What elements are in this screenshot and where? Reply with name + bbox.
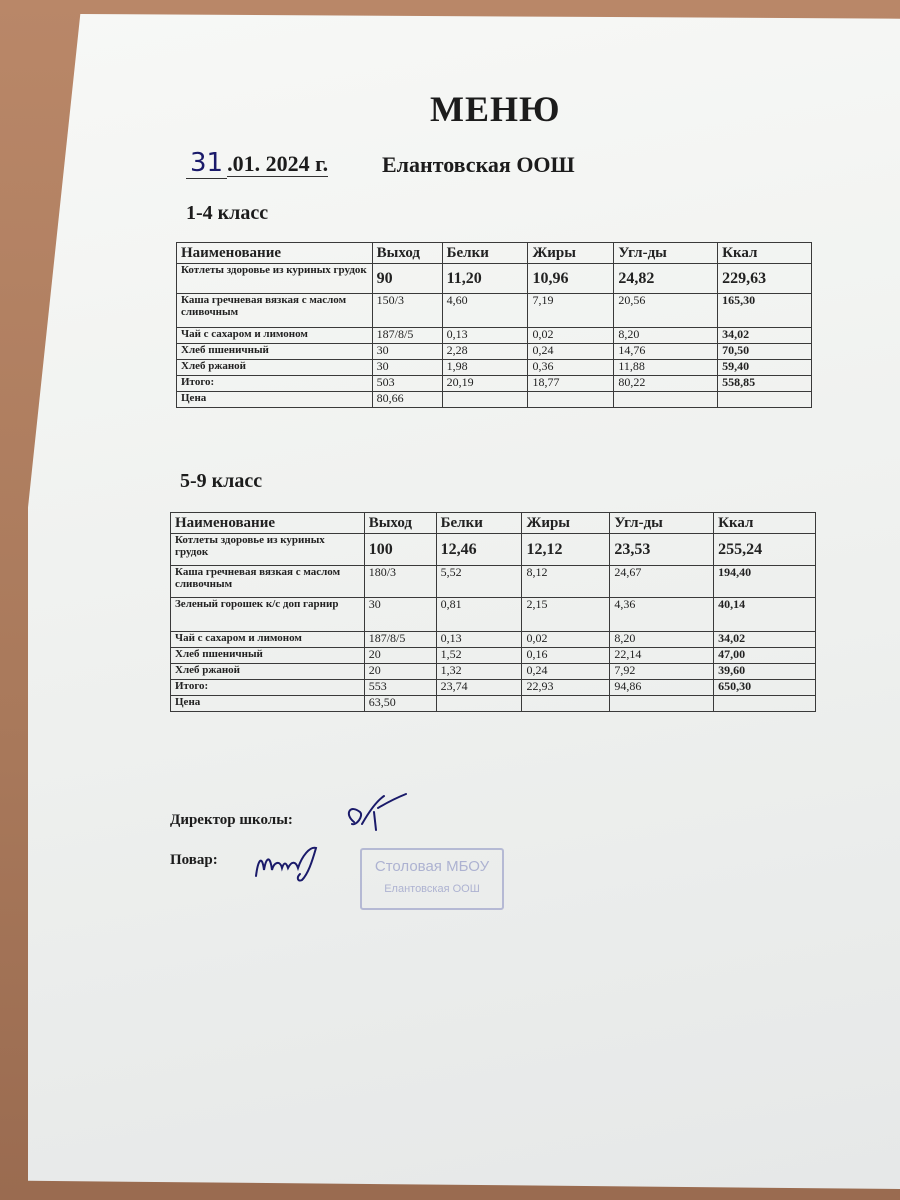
director-signature [340,790,410,840]
class-label-1-4: 1-4 класс [186,202,269,224]
dish-protein: 2,28 [442,344,528,360]
dish-name: Чай с сахаром и лимоном [177,328,373,344]
table-row-total [177,376,812,392]
total-yield: 503 [372,376,442,392]
dish-yield: 30 [364,598,436,632]
dish-protein: 0,13 [436,632,522,648]
stamp-line1: Столовая МБОУ [374,858,490,875]
dish-name: Каша гречневая вязкая с маслом сливочным [177,294,373,328]
total-yield: 553 [364,680,436,696]
dish-name: Котлеты здоровье из куриных грудок [177,264,373,294]
dish-kcal: 40,14 [714,598,816,632]
table-row [171,534,816,566]
dish-protein: 5,52 [436,566,522,598]
price-value: 63,50 [364,696,436,712]
dish-name: Хлеб пшеничный [171,648,365,664]
dish-fat: 0,02 [528,328,614,344]
table-row [177,344,812,360]
col-header-protein: Белки [436,513,522,534]
col-header-protein: Белки [442,243,528,264]
school-name: Елантовская ООШ [382,152,575,177]
document-title: МЕНЮ [430,89,561,129]
dish-fat: 7,19 [528,294,614,328]
col-header-yield: Выход [364,513,436,534]
dish-yield: 187/8/5 [372,328,442,344]
col-header-fat: Жиры [528,243,614,264]
total-carbs: 80,22 [614,376,718,392]
empty-cell [714,696,816,712]
dish-carbs: 8,20 [610,632,714,648]
dish-kcal: 34,02 [714,632,816,648]
date-rest: .01. 2024 г. [227,151,329,176]
dish-fat: 0,02 [522,632,610,648]
total-protein: 20,19 [442,376,528,392]
dish-yield: 100 [364,534,436,566]
dish-fat: 2,15 [522,598,610,632]
total-kcal: 558,85 [718,376,812,392]
dish-carbs: 23,53 [610,534,714,566]
dish-yield: 20 [364,648,436,664]
table-row-total [171,680,816,696]
date-day-handwritten: 31 [186,148,227,179]
empty-cell [614,392,718,408]
table-row-price [177,392,812,408]
table-row [171,598,816,632]
col-header-kcal: Ккал [714,513,816,534]
total-carbs: 94,86 [610,680,714,696]
dish-yield: 90 [372,264,442,294]
total-kcal: 650,30 [714,680,816,696]
col-header-carbs: Угл-ды [614,243,718,264]
dish-carbs: 7,92 [610,664,714,680]
dish-fat: 0,24 [522,664,610,680]
dish-fat: 10,96 [528,264,614,294]
table-row [171,632,816,648]
dish-yield: 20 [364,664,436,680]
dish-kcal: 70,50 [718,344,812,360]
dish-protein: 0,13 [442,328,528,344]
dish-kcal: 194,40 [714,566,816,598]
dish-name: Зеленый горошек к/с доп гарнир [171,598,365,632]
dish-kcal: 229,63 [718,264,812,294]
dish-kcal: 47,00 [714,648,816,664]
col-header-name: Наименование [171,513,365,534]
dish-carbs: 22,14 [610,648,714,664]
total-protein: 23,74 [436,680,522,696]
dish-kcal: 34,02 [718,328,812,344]
col-header-kcal: Ккал [718,243,812,264]
dish-kcal: 255,24 [714,534,816,566]
dish-yield: 187/8/5 [364,632,436,648]
dish-carbs: 24,67 [610,566,714,598]
dish-kcal: 39,60 [714,664,816,680]
empty-cell [442,392,528,408]
menu-table-1-4 [176,242,812,408]
dish-protein: 4,60 [442,294,528,328]
total-fat: 18,77 [528,376,614,392]
table-row [171,664,816,680]
col-header-yield: Выход [372,243,442,264]
empty-cell [610,696,714,712]
price-label: Цена [177,392,373,408]
dish-carbs: 20,56 [614,294,718,328]
dish-yield: 30 [372,344,442,360]
dish-name: Хлеб ржаной [177,360,373,376]
school-stamp [360,848,504,910]
empty-cell [436,696,522,712]
dish-fat: 0,16 [522,648,610,664]
dish-carbs: 4,36 [610,598,714,632]
dish-kcal: 59,40 [718,360,812,376]
empty-cell [528,392,614,408]
stamp-line2: Елантовская ООШ [384,883,480,895]
total-fat: 22,93 [522,680,610,696]
total-label: Итого: [177,376,373,392]
dish-fat: 8,12 [522,566,610,598]
col-header-name: Наименование [177,243,373,264]
dish-protein: 1,32 [436,664,522,680]
price-value: 80,66 [372,392,442,408]
col-header-carbs: Угл-ды [610,513,714,534]
empty-cell [522,696,610,712]
date-line [186,148,328,178]
dish-name: Котлеты здоровье из куриных грудок [171,534,365,566]
director-label: Директор школы: [170,812,293,828]
col-header-fat: Жиры [522,513,610,534]
dish-fat: 12,12 [522,534,610,566]
dish-fat: 0,24 [528,344,614,360]
table-row [177,294,812,328]
dish-name: Чай с сахаром и лимоном [171,632,365,648]
dish-name: Хлеб ржаной [171,664,365,680]
table-row [177,264,812,294]
dish-protein: 12,46 [436,534,522,566]
total-label: Итого: [171,680,365,696]
dish-fat: 0,36 [528,360,614,376]
table-header-row [177,243,812,264]
class-label-5-9: 5-9 класс [180,470,263,492]
table-row [171,648,816,664]
price-label: Цена [171,696,365,712]
dish-carbs: 24,82 [614,264,718,294]
dish-name: Хлеб пшеничный [177,344,373,360]
dish-protein: 0,81 [436,598,522,632]
menu-table-5-9 [170,512,816,712]
dish-protein: 11,20 [442,264,528,294]
dish-carbs: 8,20 [614,328,718,344]
table-row [177,360,812,376]
dish-yield: 150/3 [372,294,442,328]
table-row-price [171,696,816,712]
dish-yield: 30 [372,360,442,376]
dish-yield: 180/3 [364,566,436,598]
dish-name: Каша гречневая вязкая с маслом сливочным [171,566,365,598]
empty-cell [718,392,812,408]
table-row [171,566,816,598]
cook-signature [250,840,330,890]
dish-protein: 1,52 [436,648,522,664]
dish-kcal: 165,30 [718,294,812,328]
table-row [177,328,812,344]
dish-carbs: 11,88 [614,360,718,376]
table-header-row [171,513,816,534]
dish-protein: 1,98 [442,360,528,376]
cook-label: Повар: [170,852,218,868]
dish-carbs: 14,76 [614,344,718,360]
